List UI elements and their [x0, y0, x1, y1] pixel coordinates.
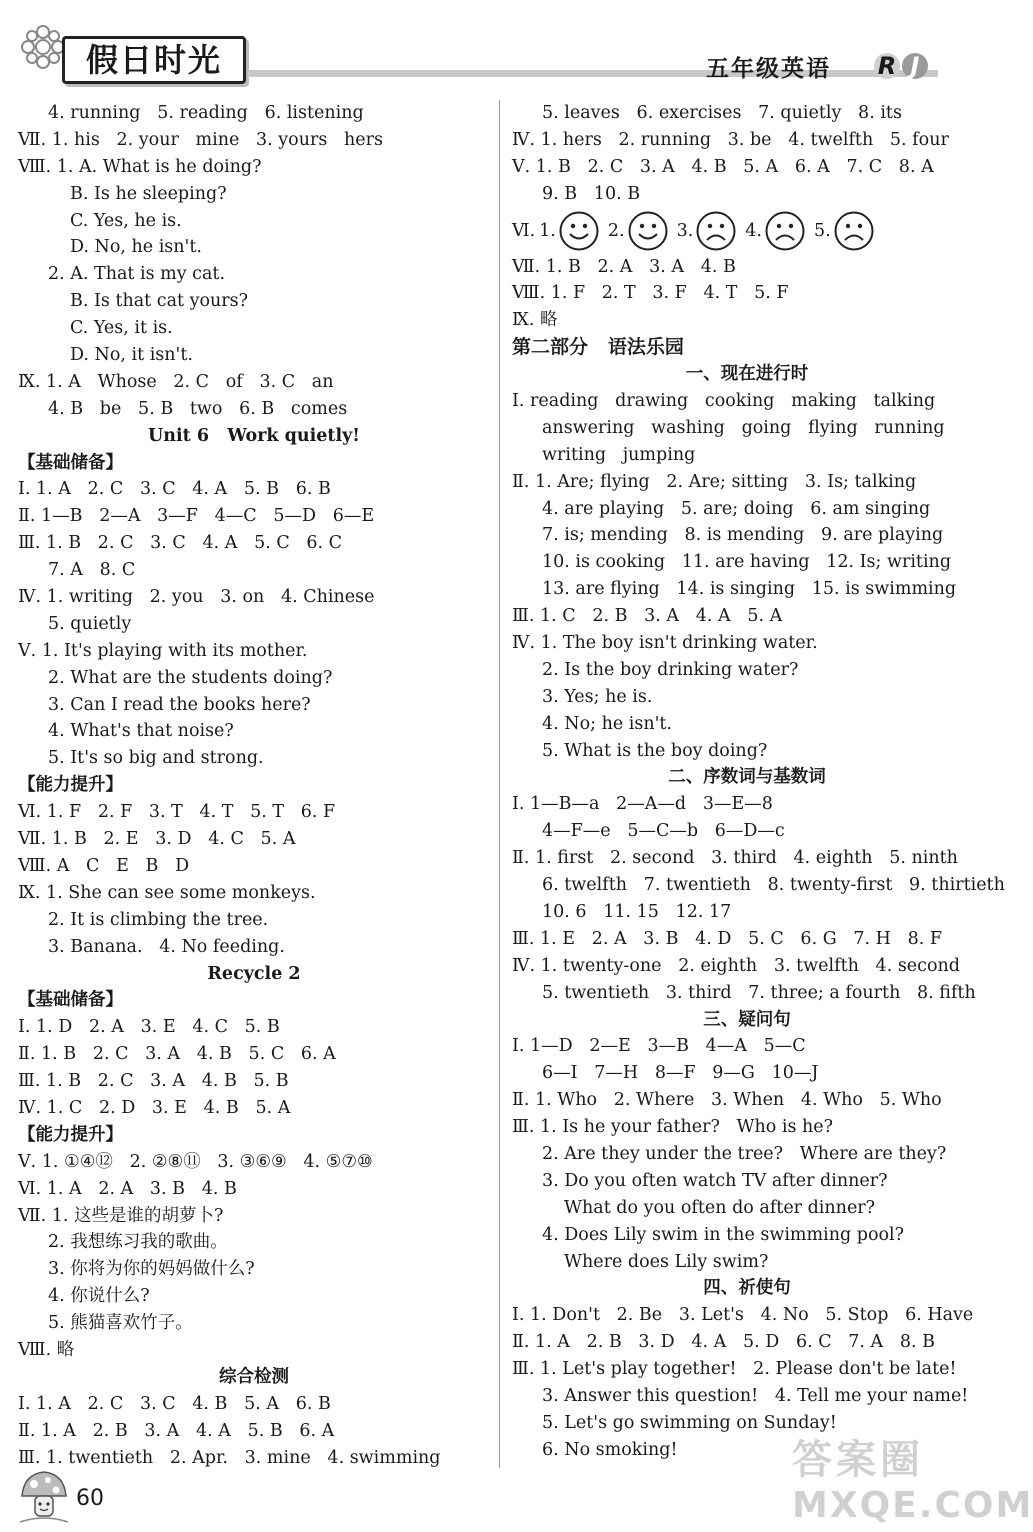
- answer-line: 10. is cooking 11. are having 12. Is; writing: [542, 552, 952, 573]
- answer-line: 6—I 7—H 8—F 9—G 10—J: [542, 1063, 819, 1084]
- answer-line: 【基础储备】: [18, 990, 123, 1011]
- answer-line: 2. Is the boy drinking water?: [542, 659, 799, 680]
- answer-line: 3. Answer this question! 4. Tell me your name!: [542, 1385, 969, 1406]
- answer-line: 4. 你说什么?: [48, 1286, 150, 1307]
- answer-line: Recycle 2: [207, 963, 301, 984]
- answer-line: 5. It's so big and strong.: [48, 748, 264, 769]
- answer-line: Ⅶ. 1. his 2. your mine 3. yours hers: [18, 129, 383, 150]
- subject-label: 五年级英语: [706, 56, 831, 82]
- answer-line: 第二部分 语法乐园: [512, 336, 684, 359]
- edition-badge: [874, 52, 930, 80]
- answer-line: Ⅱ. 1. A 2. B 3. D 4. A 5. D 6. C 7. A 8. B: [512, 1332, 935, 1353]
- answer-line: Ⅶ. 1. B 2. E 3. D 4. C 5. A: [18, 829, 296, 850]
- page-number: 60: [76, 1486, 104, 1511]
- answer-line: Ⅸ. 1. She can see some monkeys.: [18, 882, 316, 903]
- smiley-number: 5.: [813, 220, 831, 241]
- answer-line: Ⅳ. 1. twenty-one 2. eighth 3. twelfth 4. second: [512, 955, 960, 976]
- answer-line: 3. Yes; he is.: [542, 686, 653, 707]
- smiley-item: [745, 210, 806, 252]
- answer-line: 5. Let's go swimming on Sunday!: [542, 1412, 837, 1433]
- edition-letter-j: J: [902, 53, 928, 79]
- answer-line: 一、现在进行时: [685, 364, 809, 385]
- answer-line: Ⅲ. 1. Is he your father? Who is he?: [512, 1117, 834, 1138]
- answer-line: Ⅳ. 1. C 2. D 3. E 4. B 5. A: [18, 1097, 291, 1118]
- answer-line: Ⅷ. 略: [18, 1339, 75, 1360]
- answer-line: 二、序数词与基数词: [668, 767, 826, 788]
- happy-face-icon: [627, 210, 669, 252]
- answer-line: 6. twelfth 7. twentieth 8. twenty-first 9. thirtieth: [542, 875, 1005, 896]
- smiley-number: 1.: [539, 220, 556, 241]
- answer-line: 【能力提升】: [18, 1124, 123, 1145]
- answer-line: C. Yes, he is.: [70, 210, 182, 231]
- answer-line: Ⅴ. 1. ①④⑫ 2. ②⑧⑪ 3. ③⑥⑨ 4. ⑤⑦⑩: [18, 1151, 373, 1172]
- answer-line: 10. 6 11. 15 12. 17: [542, 901, 732, 922]
- answer-line: Ⅲ. 1. B 2. C 3. C 4. A 5. C 6. C: [18, 533, 343, 554]
- answer-line: Ⅱ. 1. first 2. second 3. third 4. eighth 5. ninth: [512, 848, 958, 869]
- answer-line: 7. is; mending 8. is mending 9. are playing: [542, 525, 944, 546]
- answer-line: Ⅰ. reading drawing cooking making talking: [512, 391, 936, 412]
- sad-face-icon: [764, 210, 806, 252]
- answer-line: C. Yes, it is.: [70, 318, 173, 339]
- answer-line: Ⅱ. 1. Are; flying 2. Are; sitting 3. Is; talking: [512, 471, 917, 492]
- answer-line: Ⅰ. 1—B—a 2—A—d 3—E—8: [512, 794, 773, 815]
- answer-line: Ⅴ. 1. B 2. C 3. A 4. B 5. A 6. A 7. C 8. A: [512, 156, 934, 177]
- answer-line: answering washing going flying running: [542, 417, 945, 438]
- smiley-item: [814, 210, 875, 252]
- answer-line: 三、疑问句: [703, 1009, 791, 1030]
- answer-line: Ⅵ. 1. A 2. A 3. B 4. B: [18, 1178, 237, 1199]
- answer-line: 7. A 8. C: [48, 560, 136, 581]
- answer-line: Ⅸ. 1. A Whose 2. C of 3. C an: [18, 371, 334, 392]
- answer-line: D. No, it isn't.: [70, 345, 193, 366]
- right-block-a: [512, 100, 982, 208]
- answer-line: 2. It is climbing the tree.: [48, 909, 269, 930]
- sad-face-icon: [833, 210, 875, 252]
- answer-line: B. Is that cat yours?: [70, 291, 249, 312]
- answer-line: Ⅳ. 1. hers 2. running 3. be 4. twelfth 5. four: [512, 129, 949, 150]
- answer-line: Ⅱ. 1. B 2. C 3. A 4. B 5. C 6. A: [18, 1044, 336, 1065]
- answer-line: 2. What are the students doing?: [48, 667, 333, 688]
- answer-line: D. No, he isn't.: [70, 237, 202, 258]
- answer-line: 4. Does Lily swim in the swimming pool?: [542, 1224, 904, 1245]
- answer-line: 9. B 10. B: [542, 183, 641, 204]
- answer-line: 【能力提升】: [18, 775, 123, 796]
- answer-line: 4. running 5. reading 6. listening: [48, 103, 364, 123]
- answer-line: 3. Do you often watch TV after dinner?: [542, 1170, 888, 1191]
- answer-line: 3. Can I read the books here?: [48, 694, 311, 715]
- smiley-item: [677, 210, 738, 252]
- answer-line: 2. Are they under the tree? Where are they?: [542, 1143, 947, 1164]
- smiley-section-label: Ⅵ.: [512, 220, 536, 241]
- answer-line: 4. No; he isn't.: [542, 713, 673, 734]
- answer-line: Ⅱ. 1. Who 2. Where 3. When 4. Who 5. Who: [512, 1090, 942, 1111]
- answer-line: 4. What's that noise?: [48, 721, 234, 742]
- answer-line: Ⅷ. 1. A. What is he doing?: [18, 156, 262, 177]
- answer-line: 5. twentieth 3. third 7. three; a fourth 8. fifth: [542, 982, 976, 1003]
- flower-icon: [18, 22, 68, 72]
- answer-line: Ⅵ. 1. F 2. F 3. T 4. T 5. T 6. F: [18, 802, 336, 823]
- sad-face-icon: [695, 210, 737, 252]
- page-header: [0, 0, 1000, 95]
- answer-line: 5. leaves 6. exercises 7. quietly 8. its: [542, 103, 902, 123]
- answer-line: Ⅸ. 略: [512, 310, 558, 331]
- answer-line: Ⅰ. 1. A 2. C 3. C 4. B 5. A 6. B: [18, 1393, 331, 1414]
- smiley-item: [608, 210, 669, 252]
- answer-line: 2. A. That is my cat.: [48, 264, 226, 285]
- answer-line: 综合检测: [219, 1366, 289, 1387]
- answer-line: 2. 我想练习我的歌曲。: [48, 1232, 228, 1253]
- answer-line: Ⅰ. 1. D 2. A 3. E 4. C 5. B: [18, 1017, 280, 1038]
- smiley-item: [539, 210, 600, 252]
- answer-line: Ⅰ. 1. Don't 2. Be 3. Let's 4. No 5. Stop 6. Have: [512, 1305, 974, 1326]
- book-title: 假日时光: [62, 36, 246, 84]
- answer-line: 3. 你将为你的妈妈做什么?: [48, 1259, 255, 1280]
- answer-line: writing jumping: [542, 444, 696, 465]
- answer-line: Ⅰ. 1—D 2—E 3—B 4—A 5—C: [512, 1036, 806, 1057]
- answer-line: Ⅳ. 1. The boy isn't drinking water.: [512, 633, 818, 654]
- answer-line: 13. are flying 14. is singing 15. is swimming: [542, 579, 957, 600]
- answer-line: 四、祈使句: [703, 1278, 791, 1299]
- answer-line: Ⅲ. 1. twentieth 2. Apr. 3. mine 4. swimming: [18, 1447, 441, 1468]
- smiley-number: 2.: [607, 220, 625, 241]
- right-block-b: [512, 254, 1005, 1464]
- answer-line: 6. No smoking!: [542, 1439, 678, 1460]
- answer-line: 5. What is the boy doing?: [542, 740, 768, 761]
- answer-line: Ⅲ. 1. C 2. B 3. A 4. A 5. A: [512, 606, 783, 627]
- answer-line: 3. Banana. 4. No feeding.: [48, 936, 285, 957]
- answer-line: Ⅶ. 1. 这些是谁的胡萝卜?: [18, 1205, 224, 1226]
- answer-line: Ⅱ. 1. A 2. B 3. A 4. A 5. B 6. A: [18, 1420, 335, 1441]
- answer-line: Ⅰ. 1. A 2. C 3. C 4. A 5. B 6. B: [18, 479, 331, 500]
- left-column: [18, 100, 490, 1471]
- answer-line: 5. quietly: [48, 613, 132, 634]
- answer-line: 4. B be 5. B two 6. B comes: [48, 398, 348, 419]
- answer-line: Unit 6 Work quietly!: [148, 425, 360, 446]
- right-column: [512, 100, 1005, 1464]
- answer-line: 5. 熊猫喜欢竹子。: [48, 1313, 193, 1334]
- answer-line: 【基础储备】: [18, 452, 123, 473]
- answer-line: Ⅱ. 1—B 2—A 3—F 4—C 5—D 6—E: [18, 506, 375, 527]
- smiley-answer-row: [512, 208, 982, 254]
- answer-line: Ⅲ. 1. B 2. C 3. A 4. B 5. B: [18, 1071, 289, 1092]
- mushroom-icon: [18, 1468, 70, 1524]
- answer-line: 4. are playing 5. are; doing 6. am singing: [542, 498, 931, 519]
- watermark: [792, 1428, 1033, 1526]
- answer-line: Ⅷ. 1. F 2. T 3. F 4. T 5. F: [512, 283, 789, 304]
- answer-line: Where does Lily swim?: [564, 1251, 769, 1272]
- smiley-number: 3.: [676, 220, 694, 241]
- watermark-line2: MXQE.COM: [792, 1485, 1033, 1526]
- answer-line: Ⅲ. 1. Let's play together! 2. Please don't be late!: [512, 1359, 957, 1380]
- answer-line: Ⅴ. 1. It's playing with its mother.: [18, 640, 308, 661]
- column-divider: [499, 100, 500, 1468]
- answer-line: B. Is he sleeping?: [70, 183, 227, 204]
- smiley-number: 4.: [745, 220, 762, 241]
- answer-line: 4—F—e 5—C—b 6—D—c: [542, 821, 785, 842]
- happy-face-icon: [558, 210, 600, 252]
- watermark-line1: 答案圈: [792, 1437, 924, 1483]
- header-rule: [248, 70, 938, 77]
- answer-line: Ⅷ. A C E B D: [18, 855, 190, 876]
- answer-line: Ⅶ. 1. B 2. A 3. A 4. B: [512, 256, 736, 277]
- answer-line: Ⅳ. 1. writing 2. you 3. on 4. Chinese: [18, 587, 375, 608]
- answer-line: Ⅲ. 1. E 2. A 3. B 4. D 5. C 6. G 7. H 8. F: [512, 928, 942, 949]
- answer-line: What do you often do after dinner?: [564, 1197, 876, 1218]
- edition-letter-r: R: [874, 53, 900, 79]
